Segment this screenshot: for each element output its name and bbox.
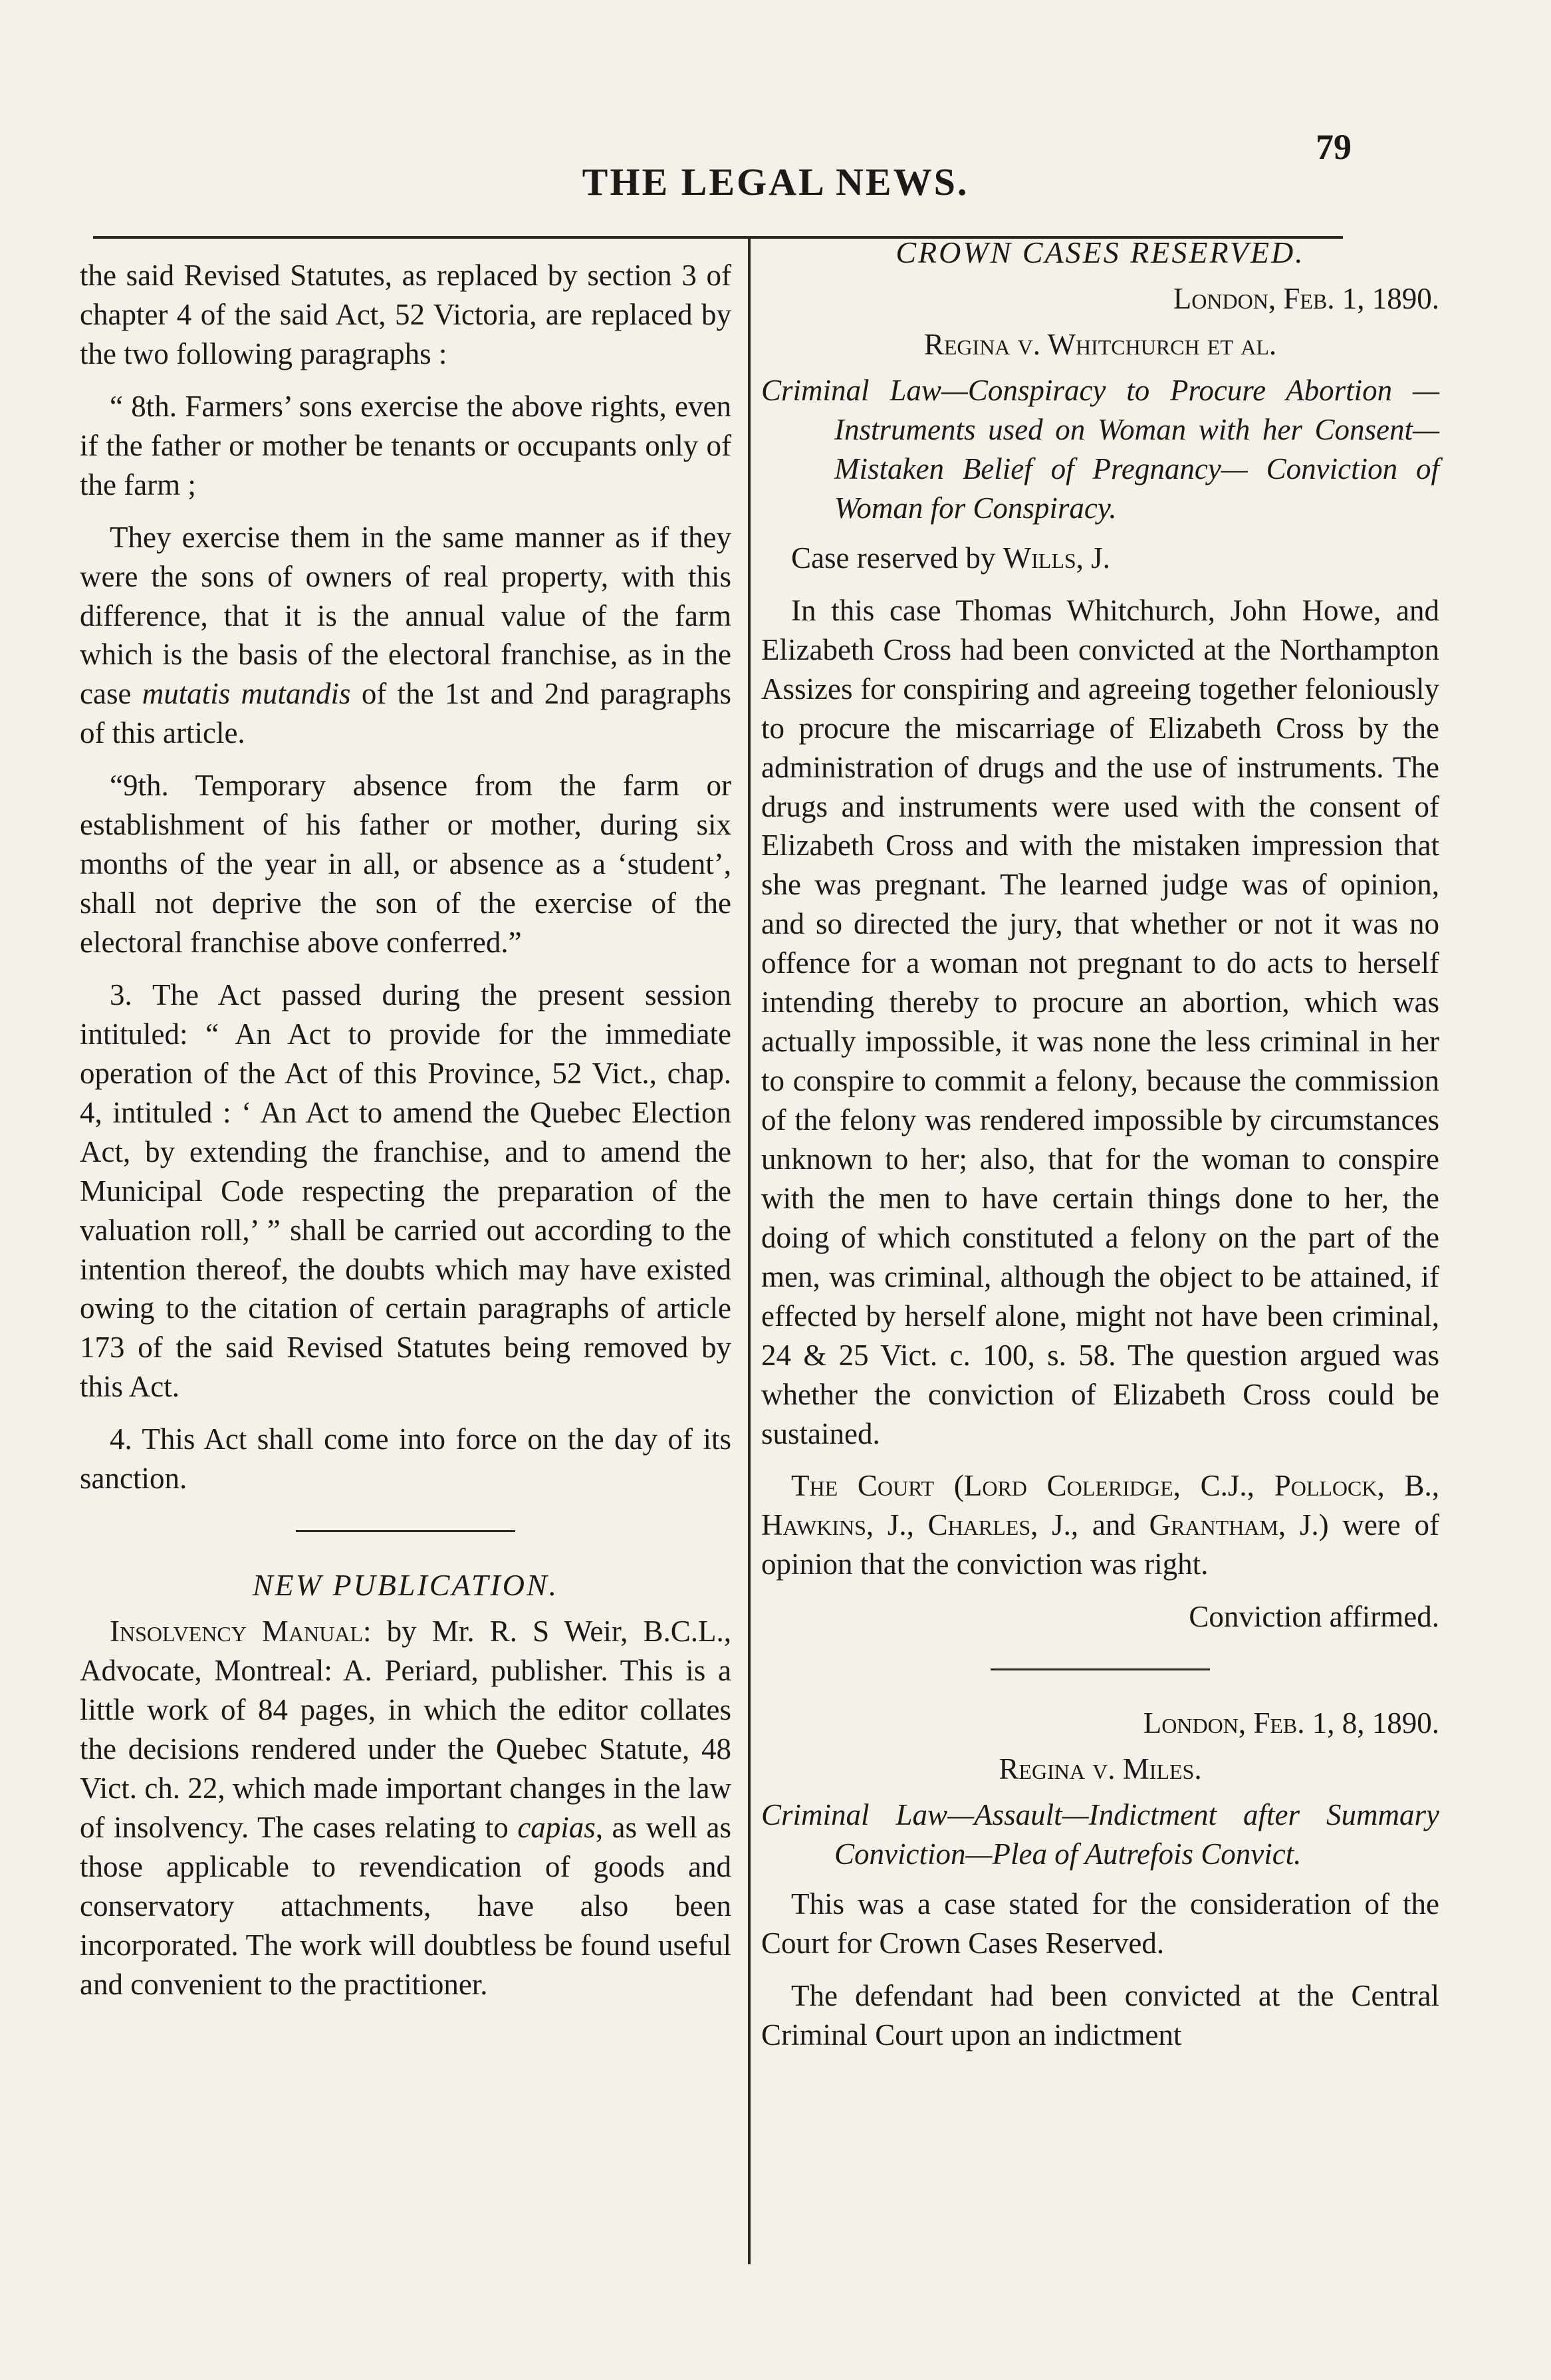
judge-name: Wills, J.: [1003, 541, 1110, 575]
text-run: Case reserved by: [791, 541, 996, 575]
paragraph: [80, 1612, 731, 2004]
case-name: Regina v. Whitchurch et al.: [923, 328, 1277, 362]
text-run: of the 1st and 2nd paragraphs of this article.: [80, 677, 732, 750]
section-rule: [991, 1668, 1210, 1670]
text-run: They exercise them in the same manner as if they were the sons of owners of real property, with this difference, that it is the annual value of the farm which is the basis of the electoral franchise, as in the case: [80, 520, 731, 711]
text-run: , J.) were of opinion that the conviction was right.: [761, 1508, 1439, 1581]
headnote: Criminal Law—Assault—Indictment after Summary Conviction—Plea of Autrefois Convict.: [761, 1798, 1439, 1871]
section-rule: [296, 1530, 515, 1532]
right-column: [761, 233, 1439, 2068]
text-run: , J., and: [1030, 1508, 1149, 1542]
dateline: London, Feb. 1, 1890.: [1173, 282, 1439, 316]
judge-name: The Court (Lord Coleridge: [791, 1469, 1173, 1503]
paragraph: “ 8th. Farmers’ sons exercise the above rights, even if the father or mother be tenants or occupants only of the farm ;: [80, 389, 731, 501]
text-run: : by Mr. R. S Weir, B.C.L., Advocate, Montreal: A. Periard, publisher. This is a little work of 84 pages, in which the editor collates the decisions rendered under the Quebec Statute, 48 Vict. ch. 22, which made important changes in the law of insolvency. The cases relating to: [80, 1615, 732, 1845]
judge-name: Charles: [927, 1508, 1031, 1542]
crown-cases-heading: CROWN CASES RESERVED.: [895, 235, 1305, 269]
dateline: London, Feb. 1, 8, 1890.: [1143, 1706, 1439, 1740]
text-run: , J.,: [866, 1508, 928, 1542]
publication-title: Insolvency Manual: [110, 1615, 363, 1649]
judge-name: Hawkins: [761, 1508, 866, 1542]
text-run: , C.J.,: [1173, 1469, 1274, 1503]
paragraph: [761, 1466, 1439, 1584]
italic-phrase: capias: [517, 1811, 596, 1845]
paragraph: the said Revised Statutes, as replaced by section 3 of chapter 4 of the said Act, 52 Victoria, are replaced by the two following paragraphs :: [80, 259, 731, 370]
page-number: 79: [1316, 127, 1352, 167]
paragraph: In this case Thomas Whitchurch, John Howe, and Elizabeth Cross had been convicted at the Northampton Assizes for conspiring and agreeing together feloniously to procure the miscarriage of Elizabeth Cross by the administration of drugs and the use of instruments. The drugs and instruments were used with the consent of Elizabeth Cross and with the mistaken impression that she was pregnant. The learned judge was of opinion, and so directed the jury, that whether or not it was no offence for a woman not pregnant to do acts to herself intending thereby to procure an abortion, which was actually impossible, it was none the less criminal in her to conspire to commit a felony, because the commission of the felony was rendered impossible by circumstances unknown to her; also, that for the woman to conspire with the men to have certain things done to her, the doing of which constituted a felony on the part of the men, was criminal, although the object to be attained, if effected by herself alone, might not have been criminal, 24 & 25 Vict. c. 100, s. 58. The question argued was whether the conviction of Elizabeth Cross could be sustained.: [761, 593, 1439, 1450]
judge-name: Pollock: [1274, 1469, 1377, 1503]
paragraph: [761, 539, 1439, 578]
verdict: Conviction affirmed.: [1189, 1600, 1439, 1634]
paragraph: This was a case stated for the consideration of the Court for Crown Cases Reserved.: [761, 1887, 1439, 1960]
text-run: , B.,: [1377, 1469, 1440, 1503]
paragraph: 3. The Act passed during the present session intituled: “ An Act to provide for the immediate operation of the Act of this Province, 52 Vict., chap. 4, intituled : ‘ An Act to amend the Quebec Election Act, by extending the franchise, and to amend the Municipal Code respecting the preparation of the valuation roll,’ ” shall be carried out according to the intention thereof, the doubts which may have existed owing to the citation of certain paragraphs of article 173 of the said Revised Statutes being removed by this Act.: [80, 978, 731, 1404]
left-column: [80, 256, 731, 2018]
paragraph: 4. This Act shall come into force on the day of its sanction.: [80, 1422, 731, 1496]
paragraph: The defendant had been convicted at the Central Criminal Court upon an indictment: [761, 1978, 1439, 2051]
text-run: , as well as those applicable to revendication of goods and conservatory attachments, have also been incorporated. The work will doubtless be found useful and convenient to the practitioner.: [80, 1811, 732, 2001]
headnote: Criminal Law—Conspiracy to Procure Abortion —Instruments used on Woman with her Consent—Mistaken Belief of Pregnancy— Conviction of Woman for Conspiracy.: [761, 374, 1439, 525]
paragraph: “9th. Temporary absence from the farm or establishment of his father or mother, during six months of the year in all, or absence as a ‘student’, shall not deprive the son of the exercise of the electoral franchise above conferred.”: [80, 769, 731, 959]
column-divider: [748, 236, 751, 2264]
italic-phrase: mutatis mutandis: [142, 677, 351, 711]
judge-name: Grantham: [1149, 1508, 1278, 1542]
case-name: Regina v. Miles.: [999, 1752, 1202, 1786]
new-publication-heading: NEW PUBLICATION.: [252, 1568, 559, 1603]
page-title: THE LEGAL NEWS.: [582, 160, 969, 203]
paragraph: [80, 518, 731, 753]
